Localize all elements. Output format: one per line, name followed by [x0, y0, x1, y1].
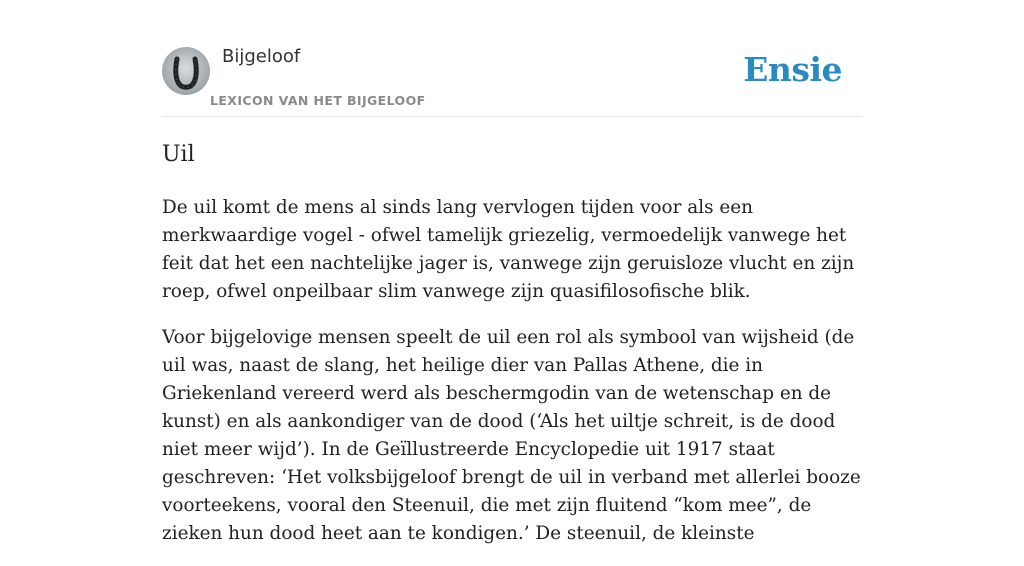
site-header — [162, 46, 862, 117]
article-paragraph: De uil komt de mens al sinds lang vervlogen tijden voor als een merkwaardige vogel - ofwel tamelijk griezelig, vermoedelijk vanwege het feit dat het een nachtelijke jager is, vanwege zijn geruisloze vlucht en zijn roep, ofwel onpeilbaar slim vanwege zijn quasifilosofische blik. — [162, 197, 855, 302]
article — [162, 140, 864, 566]
brand-subtitle: LEXICON VAN HET BIJGELOOF — [210, 93, 426, 108]
brand-name[interactable]: Bijgeloof — [222, 46, 301, 67]
article-paragraph: Voor bijgelovige mensen speelt de uil een rol als symbool van wijsheid (de uil was, naast de slang, het heilige dier van Pallas Athene, die in Griekenland vereerd werd als beschermgodin van de wetenschap en de kunst) en als aankondiger van de dood (‘Als het uiltje schreit, is de dood niet meer wijd’). In de Geïllustreerde Encyclopedie uit 1917 staat geschreven: ‘Het volksbijgeloof brengt de uil in verband met allerlei booze voorteekens, vooral den Steenuil, die met zijn fluitend “kom mee”, de zieken hun dood heet aan te kondigen.’ De steenuil, de kleinste — [162, 327, 861, 544]
site-logo[interactable]: Ensie — [743, 50, 842, 89]
horseshoe-icon[interactable] — [162, 47, 210, 95]
article-title: Uil — [162, 142, 195, 167]
